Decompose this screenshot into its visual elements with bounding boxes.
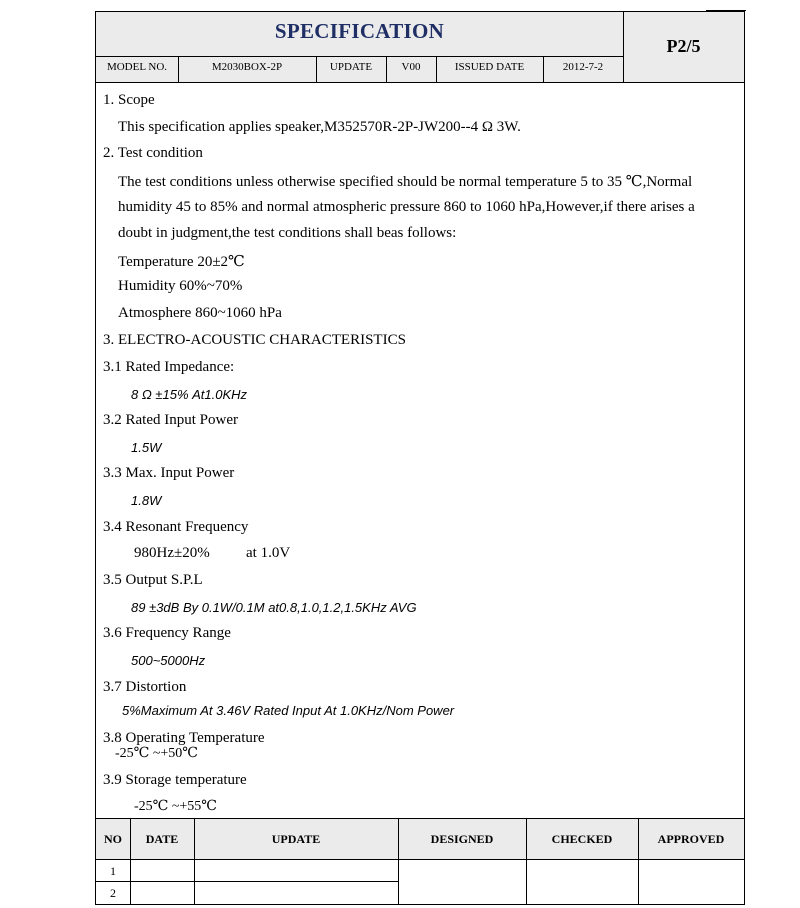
revision-table-column-line xyxy=(398,818,399,904)
revision-table-column-line xyxy=(130,818,131,904)
revision-table-row-line xyxy=(96,881,398,882)
frequency-range-heading: 3.6 Frequency Range xyxy=(103,625,231,641)
operating-temperature-value: -25℃ ~+50℃ xyxy=(115,746,198,761)
max-input-power-heading: 3.3 Max. Input Power xyxy=(103,465,235,481)
revision-col-date: DATE xyxy=(145,832,179,846)
distortion-value: 5%Maximum At 3.46V Rated Input At 1.0KHz/Nom Power xyxy=(122,703,455,718)
rated-impedance-value: 8 Ω ±15% At1.0KHz xyxy=(131,387,248,402)
humidity-condition: Humidity 60%~70% xyxy=(118,278,243,294)
page-number: P2/5 xyxy=(666,36,701,56)
revision-table-column-line xyxy=(194,818,195,904)
test-condition-line-1: The test conditions unless otherwise specified should be normal temperature 5 to 35 ℃,Normal xyxy=(118,174,693,190)
test-condition-line-2: humidity 45 to 85% and normal atmospheric pressure 860 to 1060 hPa,However,if there arises a xyxy=(118,199,695,215)
revision-row-number: 1 xyxy=(110,864,116,878)
resonant-frequency-heading: 3.4 Resonant Frequency xyxy=(103,519,249,535)
update-label: UPDATE xyxy=(329,61,373,73)
test-condition-line-3: doubt in judgment,the test conditions shall beas follows: xyxy=(118,225,457,241)
model-label: MODEL NO. xyxy=(106,61,168,73)
storage-temperature-value: -25℃ ~+55℃ xyxy=(134,799,217,814)
top-tick xyxy=(706,10,746,11)
revision-col-update: UPDATE xyxy=(271,832,321,846)
revision-col-no: NO xyxy=(104,832,122,846)
revision-col-checked: CHECKED xyxy=(551,832,613,846)
revision-col-designed: DESIGNED xyxy=(430,832,494,846)
storage-temperature-heading: 3.9 Storage temperature xyxy=(103,772,247,788)
revision-row-number: 2 xyxy=(110,886,116,900)
document-title: SPECIFICATION xyxy=(274,19,445,43)
distortion-heading: 3.7 Distortion xyxy=(103,679,187,695)
resonant-frequency-voltage: at 1.0V xyxy=(246,545,291,561)
scope-text: This specification applies speaker,M352570R-2P-JW200--4 Ω 3W. xyxy=(118,119,521,135)
resonant-frequency-value: 980Hz±20% xyxy=(134,545,210,561)
temperature-condition: Temperature 20±2℃ xyxy=(118,254,245,270)
atmosphere-condition: Atmosphere 860~1060 hPa xyxy=(118,305,282,321)
output-spl-value: 89 ±3dB By 0.1W/0.1M at0.8,1.0,1.2,1.5KHz AVG xyxy=(131,600,417,615)
update-value: V00 xyxy=(401,61,421,73)
revision-col-approved: APPROVED xyxy=(657,832,725,846)
frequency-range-value: 500~5000Hz xyxy=(131,653,206,668)
model-value: M2030BOX-2P xyxy=(211,61,283,73)
rated-input-power-heading: 3.2 Rated Input Power xyxy=(103,412,238,428)
issued-date-label: ISSUED DATE xyxy=(454,61,525,73)
header-bottom-line xyxy=(96,82,744,83)
test-condition-heading: 2. Test condition xyxy=(103,145,203,161)
scope-heading: 1. Scope xyxy=(103,92,155,108)
rated-impedance-heading: 3.1 Rated Impedance: xyxy=(103,359,235,375)
revision-table-column-line xyxy=(526,818,527,904)
issued-date-value: 2012-7-2 xyxy=(562,61,604,73)
operating-temperature-heading: 3.8 Operating Temperature xyxy=(103,730,265,746)
output-spl-heading: 3.5 Output S.P.L xyxy=(103,572,203,588)
electro-acoustic-heading: 3. ELECTRO-ACOUSTIC CHARACTERISTICS xyxy=(103,332,406,348)
max-input-power-value: 1.8W xyxy=(131,493,162,508)
revision-table-column-line xyxy=(638,818,639,904)
rated-input-power-value: 1.5W xyxy=(131,440,162,455)
